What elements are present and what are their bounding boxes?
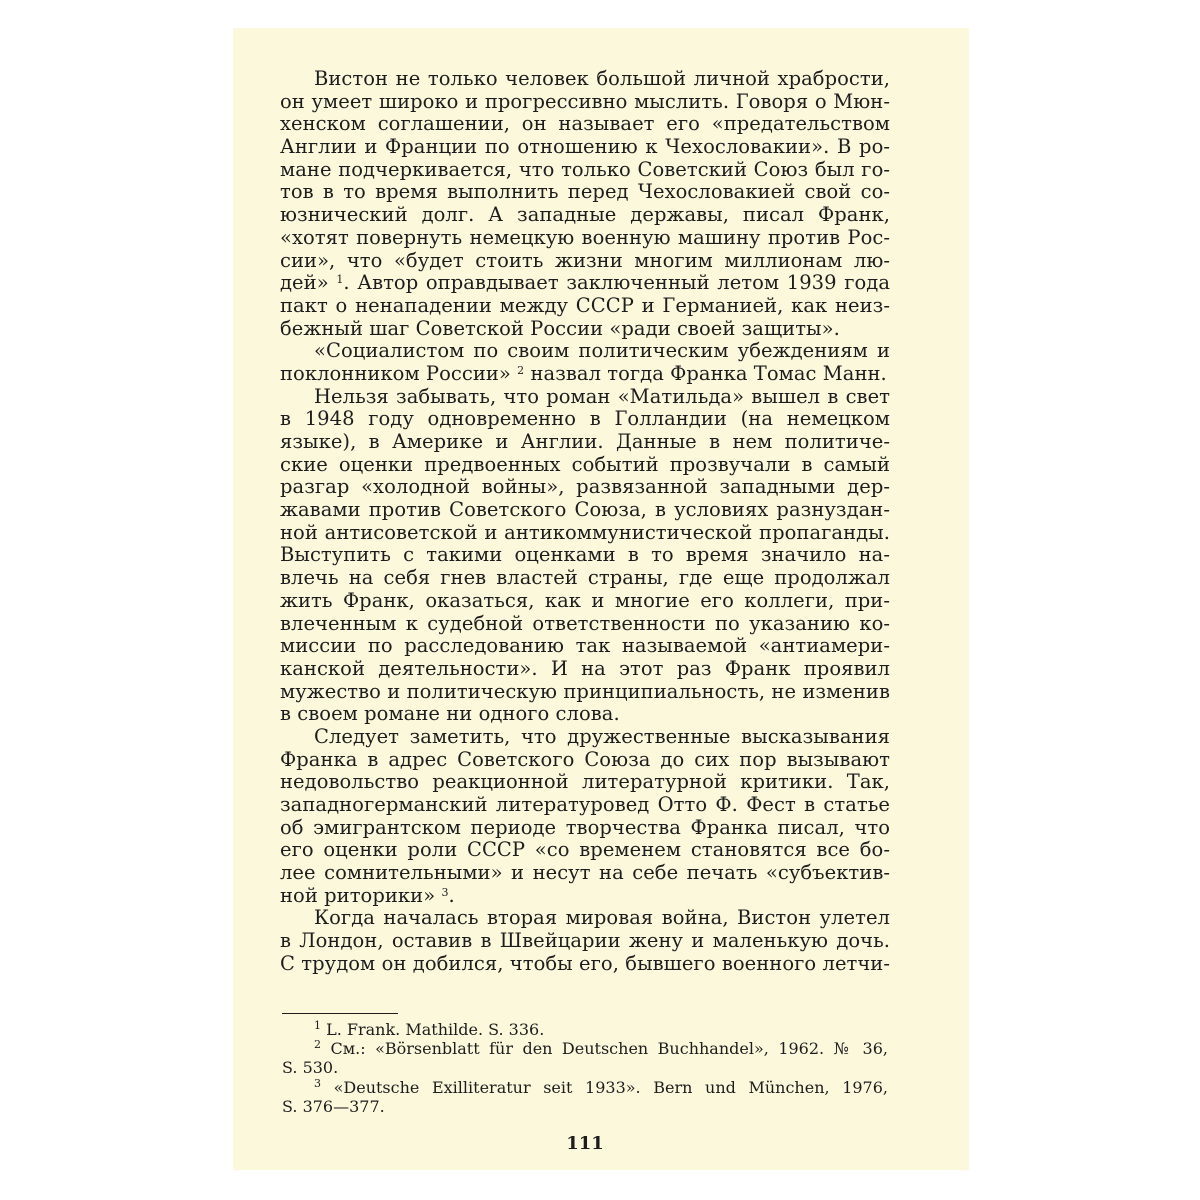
text-line: он умеет широко и прогрессивно мыслить. Говоря о Мюн-: [280, 89, 890, 113]
text-line: языке), в Америке и Англии. Данные в нем политиче-: [280, 430, 890, 453]
text-line: Следует заметить, что дружественные высказывания: [314, 724, 890, 748]
text-line: западногерманский литературовед Отто Ф. Фест в статье: [280, 793, 890, 816]
text-line: недовольство реакционной литературной критики. Так,: [280, 770, 890, 794]
text-line: «хотят повернуть немецкую военную машину против Рос-: [280, 225, 890, 249]
text-line: в 1948 году одновременно в Голландии (на немецком: [280, 407, 890, 431]
text-line: С трудом он добился, чтобы его, бывшего военного летчи-: [280, 951, 890, 975]
footnote-line: S. 530.: [282, 1058, 339, 1078]
text-line: мужество и политическую принципиальность, не изменив: [280, 679, 890, 703]
text-line: тов в то время выполнить перед Чехословакией свой со-: [280, 180, 890, 204]
text-line: канской деятельности». И на этот раз Франк проявил: [280, 656, 890, 680]
text-line: ной риторики» $^3$.: [280, 883, 455, 907]
text-line: лее сомнительными» и несут на себе печать «субъектив-: [280, 861, 890, 885]
text-line: в Лондон, оставив в Швейцарии жену и маленькую дочь.: [280, 929, 890, 953]
text-line: Выступить с такими оценками в то время значило на-: [280, 543, 890, 567]
text-line: пакт о ненападении между СССР и Германией, как неиз-: [280, 293, 890, 317]
text-line: влечь на себя гнев властей страны, где еще продолжал: [280, 566, 890, 590]
text-line: поклонником России» $^2$ назвал тогда Франка Томас Манн.: [280, 361, 887, 385]
text-line: ские оценки предвоенных событий прозвучали в самый: [280, 452, 890, 476]
footnote-line: $^3$ «Deutsche Exilliteratur seit 1933». Bern und München, 1976,: [314, 1076, 888, 1097]
text-line: бежный шаг Советской России «ради своей защиты».: [280, 316, 840, 340]
footnotes: [282, 1020, 888, 1116]
text-line: миссии по расследованию так называемой «антиамери-: [280, 634, 890, 658]
text-line: Когда началась вторая мировая война, Вистон улетел: [314, 906, 890, 930]
text-line: влеченным к судебной ответственности по указанию ко-: [280, 611, 890, 635]
text-line: «Социалистом по своим политическим убеждениям и: [314, 339, 890, 363]
text-line: разгар «холодной войны», развязанной западными дер-: [280, 475, 890, 499]
text-line: в своем романе ни одного слова.: [280, 702, 620, 726]
footnote-line: S. 376—377.: [282, 1096, 385, 1116]
body-text: [280, 68, 890, 976]
text-line: дей» $^1$. Автор оправдывает заключенный летом 1939 года: [280, 271, 890, 295]
text-line: Вистон не только человек большой личной храбрости,: [314, 67, 890, 90]
text-line: Нельзя забывать, что роман «Матильда» вышел в свет: [314, 384, 890, 408]
text-line: хенском соглашении, он называет его «предательством: [280, 112, 890, 136]
text-line: юзнический долг. А западные державы, писал Франк,: [280, 203, 890, 227]
page-number: 111: [566, 1133, 604, 1154]
footnote-line: $^1$ L. Frank. Mathilde. S. 336.: [314, 1019, 545, 1039]
text-line: жить Франк, оказаться, как и многие его коллеги, при-: [280, 588, 890, 612]
text-line: сии», что «будет стоить жизни многим миллионам лю-: [280, 248, 890, 272]
footnote-line: $^2$ См.: «Börsenblatt für den Deutschen Buchhandel», 1962. № 36,: [314, 1038, 888, 1059]
text-line: об эмигрантском периоде творчества Франка писал, что: [280, 815, 890, 839]
text-line: жавами против Советского Союза, в условиях разнуздан-: [280, 498, 890, 522]
footnote-rule: [282, 1013, 398, 1014]
text-line: Англии и Франции по отношению к Чехословакии». В ро-: [280, 135, 890, 159]
text-line: Франка в адрес Советского Союза до сих пор вызывают: [280, 747, 890, 771]
text-line: его оценки роли СССР «со временем становятся все бо-: [280, 838, 890, 862]
text-line: мане подчеркивается, что только Советский Союз был го-: [280, 157, 890, 181]
text-line: ной антисоветской и антикоммунистической пропаганды.: [280, 520, 890, 544]
